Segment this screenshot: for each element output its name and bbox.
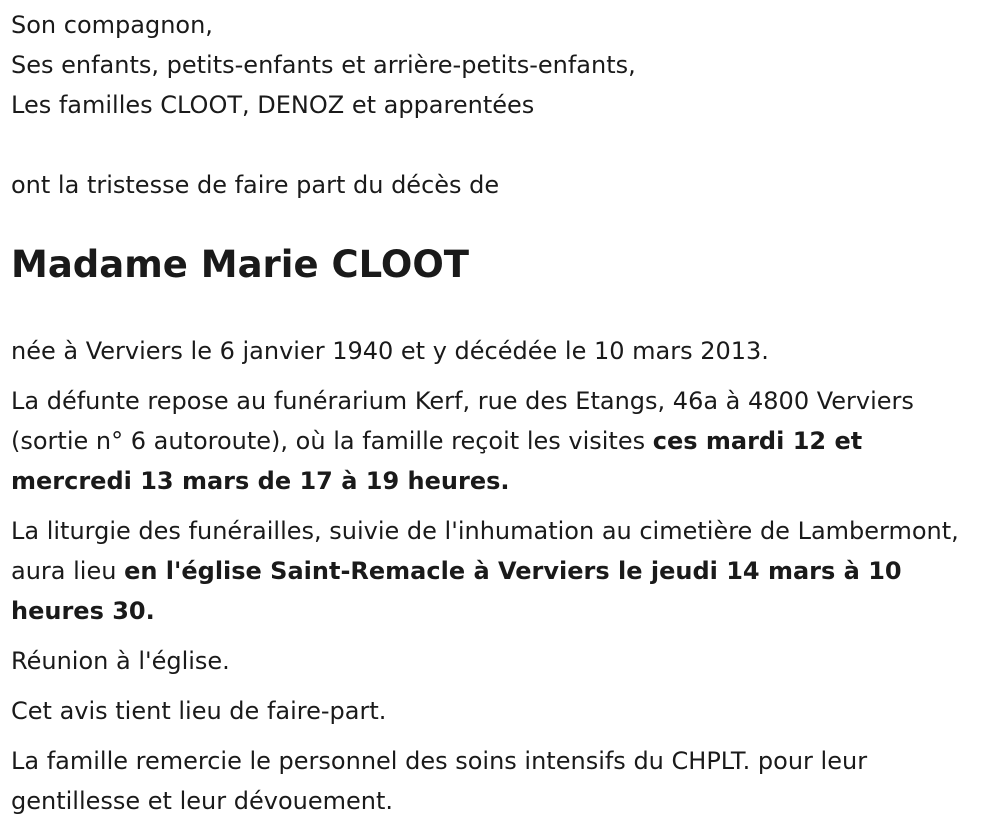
funeral-details: en l'église Saint-Remacle à Verviers le jeudi 14 mars à 10 heures 30. xyxy=(11,557,902,625)
meeting-text: Réunion à l'église. xyxy=(11,647,230,675)
funeral-text: La liturgie des funérailles, suivie de l'inhumation au cimetière de Lambermont, aura lieu xyxy=(11,517,959,585)
announcement-text: ont la tristesse de faire part du décès de xyxy=(11,171,500,199)
notice-text: Cet avis tient lieu de faire-part. xyxy=(11,697,387,725)
header-line-children: Ses enfants, petits-enfants et arrière-petits-enfants, xyxy=(11,51,636,79)
birth-death-text: née à Verviers le 6 janvier 1940 et y décédée le 10 mars 2013. xyxy=(11,337,769,365)
deceased-name: Madame Marie CLOOT xyxy=(11,243,470,286)
visitation-paragraph xyxy=(11,381,991,501)
header-line-partner: Son compagnon, xyxy=(11,11,213,39)
funeral-paragraph xyxy=(11,511,991,631)
thanks-text: La famille remercie le personnel des soins intensifs du CHPLT. pour leur gentillesse et leur dévouement. xyxy=(11,747,868,815)
visitation-text: La défunte repose au funérarium Kerf, rue des Etangs, 46a à 4800 Verviers (sortie n° 6 autoroute), où la famille reçoit les visites xyxy=(11,387,914,455)
header-line-families: Les familles CLOOT, DENOZ et apparentées xyxy=(11,91,535,119)
visitation-times: ces mardi 12 et mercredi 13 mars de 17 à 19 heures. xyxy=(11,427,863,495)
